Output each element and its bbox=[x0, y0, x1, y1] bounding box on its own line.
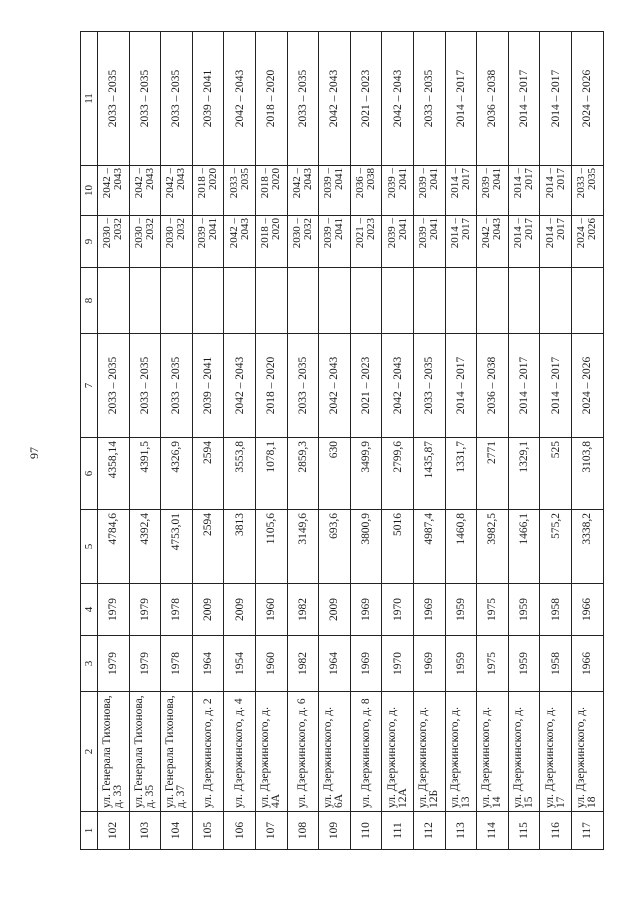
table-cell: 2033 – 2035 bbox=[161, 32, 193, 166]
table-cell bbox=[129, 268, 161, 334]
table-cell: 2799,6 bbox=[382, 438, 414, 510]
table-cell: 2859,3 bbox=[287, 438, 319, 510]
table-cell: ул. Дзержинского, д. 17 bbox=[540, 692, 572, 812]
table-cell: 4392,4 bbox=[129, 510, 161, 584]
table-cell: 1435,87 bbox=[413, 438, 445, 510]
table-cell bbox=[477, 268, 509, 334]
table-cell: 2771 bbox=[477, 438, 509, 510]
table-cell: 1978 bbox=[161, 636, 193, 692]
table-row bbox=[98, 32, 130, 850]
table-cell: ул. Дзержинского, д. 2 bbox=[192, 692, 224, 812]
table-cell: 2042 – 2043 bbox=[319, 32, 351, 166]
table-cell: 1329,1 bbox=[508, 438, 540, 510]
table-cell: 2024 – 2026 bbox=[571, 216, 603, 268]
table-cell: 2014 – 2017 bbox=[508, 216, 540, 268]
table-cell: 2594 bbox=[192, 510, 224, 584]
table-cell: 105 bbox=[192, 812, 224, 850]
table-cell bbox=[382, 268, 414, 334]
table-row bbox=[540, 32, 572, 850]
column-header: 8 bbox=[81, 268, 98, 334]
table-cell: 2033 – 2035 bbox=[129, 334, 161, 438]
table-cell: 104 bbox=[161, 812, 193, 850]
table-cell: 2042 – 2043 bbox=[98, 166, 130, 216]
table-cell: 2014 – 2017 bbox=[445, 32, 477, 166]
table-cell: 1959 bbox=[508, 636, 540, 692]
table-cell bbox=[350, 268, 382, 334]
table-row bbox=[161, 32, 193, 850]
table-cell: 2042 – 2043 bbox=[129, 166, 161, 216]
table-cell bbox=[192, 268, 224, 334]
table-cell: 2036 – 2038 bbox=[477, 32, 509, 166]
table-cell: 109 bbox=[319, 812, 351, 850]
table-cell: 1966 bbox=[571, 636, 603, 692]
table-cell: 106 bbox=[224, 812, 256, 850]
table-cell: 114 bbox=[477, 812, 509, 850]
table-cell: 1954 bbox=[224, 636, 256, 692]
table-cell: 110 bbox=[350, 812, 382, 850]
table-cell: ул. Дзержинского, д. 6 bbox=[287, 692, 319, 812]
table-row bbox=[192, 32, 224, 850]
column-header: 10 bbox=[81, 166, 98, 216]
table-cell: 113 bbox=[445, 812, 477, 850]
table-cell: 2018 – 2020 bbox=[255, 32, 287, 166]
table-cell: 525 bbox=[540, 438, 572, 510]
table-cell: 1969 bbox=[350, 584, 382, 636]
table-cell: ул. Дзержинского, д. 12Б bbox=[413, 692, 445, 812]
table-cell bbox=[413, 268, 445, 334]
column-header: 2 bbox=[81, 692, 98, 812]
table-cell: 1970 bbox=[382, 584, 414, 636]
table-cell: 4358,14 bbox=[98, 438, 130, 510]
table-cell: 2018 – 2020 bbox=[192, 166, 224, 216]
table-cell: 103 bbox=[129, 812, 161, 850]
table-cell bbox=[255, 268, 287, 334]
table-body bbox=[81, 32, 604, 850]
table-cell: 2021 – 2023 bbox=[350, 32, 382, 166]
column-header: 3 bbox=[81, 636, 98, 692]
table-cell: 1975 bbox=[477, 584, 509, 636]
table-cell: 5016 bbox=[382, 510, 414, 584]
table-cell: 1969 bbox=[413, 636, 445, 692]
table-cell: 2014 – 2017 bbox=[508, 166, 540, 216]
table-cell: 2021 – 2023 bbox=[350, 216, 382, 268]
table-cell: 111 bbox=[382, 812, 414, 850]
table-cell: 107 bbox=[255, 812, 287, 850]
table-cell: 2042 – 2043 bbox=[224, 32, 256, 166]
table-cell bbox=[571, 268, 603, 334]
table-cell: 2014 – 2017 bbox=[540, 334, 572, 438]
table-cell: 2033 – 2035 bbox=[129, 32, 161, 166]
table-cell: 2039 – 2041 bbox=[319, 216, 351, 268]
table-cell: ул. Дзержинского, д. 13 bbox=[445, 692, 477, 812]
table-cell: 1979 bbox=[129, 584, 161, 636]
table-cell: 1982 bbox=[287, 636, 319, 692]
table-container bbox=[80, 32, 620, 850]
table-cell: 2030 – 2032 bbox=[98, 216, 130, 268]
table-cell: 117 bbox=[571, 812, 603, 850]
table-cell: 1958 bbox=[540, 584, 572, 636]
table-cell: 1105,6 bbox=[255, 510, 287, 584]
table-cell bbox=[287, 268, 319, 334]
page-number: 97 bbox=[27, 447, 41, 459]
table-cell: 3982,5 bbox=[477, 510, 509, 584]
table-cell: 2042 – 2043 bbox=[224, 334, 256, 438]
table-cell: 1979 bbox=[98, 584, 130, 636]
table-cell: 1460,8 bbox=[445, 510, 477, 584]
column-header: 9 bbox=[81, 216, 98, 268]
table-cell: 2033 – 2035 bbox=[413, 32, 445, 166]
column-header: 11 bbox=[81, 32, 98, 166]
table-cell: 2033 – 2035 bbox=[161, 334, 193, 438]
column-header: 1 bbox=[81, 812, 98, 850]
table-cell: 4391,5 bbox=[129, 438, 161, 510]
table-cell: 1969 bbox=[350, 636, 382, 692]
table-cell: 2039 – 2041 bbox=[382, 216, 414, 268]
table-cell: 2014 – 2017 bbox=[540, 32, 572, 166]
table-cell bbox=[224, 268, 256, 334]
table-cell: ул. Генерала Тихонова, д. 33 bbox=[98, 692, 130, 812]
table-cell: 2039 – 2041 bbox=[192, 216, 224, 268]
table-cell: 112 bbox=[413, 812, 445, 850]
table-cell: 3338,2 bbox=[571, 510, 603, 584]
table-cell: 3813 bbox=[224, 510, 256, 584]
table-cell: 1959 bbox=[508, 584, 540, 636]
table-cell: 2039 – 2041 bbox=[477, 166, 509, 216]
table-row bbox=[350, 32, 382, 850]
table-cell: 1958 bbox=[540, 636, 572, 692]
table-cell: 2042 – 2043 bbox=[161, 166, 193, 216]
table-cell: 2018 – 2020 bbox=[255, 334, 287, 438]
table-cell: 2024 – 2026 bbox=[571, 334, 603, 438]
table-cell: 1331,7 bbox=[445, 438, 477, 510]
table-cell: 2039 – 2041 bbox=[192, 32, 224, 166]
table-cell: 2009 bbox=[319, 584, 351, 636]
table-cell: ул. Генерала Тихонова, д. 37 bbox=[161, 692, 193, 812]
table-cell: 3800,9 bbox=[350, 510, 382, 584]
table-cell: 2039 – 2041 bbox=[319, 166, 351, 216]
table-row bbox=[224, 32, 256, 850]
table-cell: 1970 bbox=[382, 636, 414, 692]
table-cell: 3553,8 bbox=[224, 438, 256, 510]
table-cell: 1959 bbox=[445, 636, 477, 692]
table-cell bbox=[161, 268, 193, 334]
table-cell: 2018 – 2020 bbox=[255, 166, 287, 216]
column-header: 4 bbox=[81, 584, 98, 636]
table-cell: 2042 – 2043 bbox=[477, 216, 509, 268]
table-cell: ул. Дзержинского, д. 18 bbox=[571, 692, 603, 812]
header-row bbox=[81, 32, 98, 850]
table-row bbox=[413, 32, 445, 850]
table-cell: 2030 – 2032 bbox=[129, 216, 161, 268]
table-cell: 4784,6 bbox=[98, 510, 130, 584]
table-cell bbox=[319, 268, 351, 334]
table-row bbox=[255, 32, 287, 850]
table-cell: ул. Генерала Тихонова, д. 35 bbox=[129, 692, 161, 812]
table-cell bbox=[98, 268, 130, 334]
table-cell bbox=[540, 268, 572, 334]
table-cell: 2033 – 2035 bbox=[224, 166, 256, 216]
table-cell: ул. Дзержинского, д. 8 bbox=[350, 692, 382, 812]
table-cell: 1978 bbox=[161, 584, 193, 636]
column-header: 5 bbox=[81, 510, 98, 584]
table-cell: 1964 bbox=[319, 636, 351, 692]
table-cell: 2014 – 2017 bbox=[445, 166, 477, 216]
table-cell: 2030 – 2032 bbox=[287, 216, 319, 268]
table-row bbox=[571, 32, 603, 850]
table-cell: 693,6 bbox=[319, 510, 351, 584]
table-cell: ул. Дзержинского, д. 14 bbox=[477, 692, 509, 812]
table-cell bbox=[445, 268, 477, 334]
table-cell: 2033 – 2035 bbox=[287, 334, 319, 438]
table-cell: 108 bbox=[287, 812, 319, 850]
table-cell: 1982 bbox=[287, 584, 319, 636]
table-row bbox=[508, 32, 540, 850]
table-cell bbox=[508, 268, 540, 334]
table-cell: 2009 bbox=[192, 584, 224, 636]
table-cell: 2039 – 2041 bbox=[192, 334, 224, 438]
table-cell: 4326,9 bbox=[161, 438, 193, 510]
table-cell: 2039 – 2041 bbox=[413, 216, 445, 268]
table-cell: 1466,1 bbox=[508, 510, 540, 584]
table-cell: 2042 – 2043 bbox=[224, 216, 256, 268]
table-cell: 2033 – 2035 bbox=[413, 334, 445, 438]
table-cell: 102 bbox=[98, 812, 130, 850]
table-cell: 2014 – 2017 bbox=[445, 334, 477, 438]
table-cell: 1960 bbox=[255, 584, 287, 636]
table-cell: 1979 bbox=[98, 636, 130, 692]
table-row bbox=[477, 32, 509, 850]
table-cell: 2024 – 2026 bbox=[571, 32, 603, 166]
table-cell: 115 bbox=[508, 812, 540, 850]
table-cell: 1975 bbox=[477, 636, 509, 692]
table-cell: 2014 – 2017 bbox=[508, 334, 540, 438]
table-row bbox=[445, 32, 477, 850]
table-cell: 2042 – 2043 bbox=[382, 334, 414, 438]
table-cell: 2018 – 2020 bbox=[255, 216, 287, 268]
table-cell: 2033 – 2035 bbox=[287, 32, 319, 166]
table-cell: ул. Дзержинского, д. 4А bbox=[255, 692, 287, 812]
table-cell: 3103,8 bbox=[571, 438, 603, 510]
table-cell: 2036 – 2038 bbox=[350, 166, 382, 216]
table-cell: 2042 – 2043 bbox=[319, 334, 351, 438]
table-cell: 4753,01 bbox=[161, 510, 193, 584]
table-cell: 2042 – 2043 bbox=[287, 166, 319, 216]
table-row bbox=[287, 32, 319, 850]
housing-repair-table bbox=[80, 31, 604, 850]
column-header: 7 bbox=[81, 334, 98, 438]
table-cell: ул. Дзержинского, д. 12А bbox=[382, 692, 414, 812]
table-cell: 2033 – 2035 bbox=[98, 334, 130, 438]
table-cell: 1078,1 bbox=[255, 438, 287, 510]
table-cell: ул. Дзержинского, д. 15 bbox=[508, 692, 540, 812]
table-cell: 2021 – 2023 bbox=[350, 334, 382, 438]
table-cell: 1964 bbox=[192, 636, 224, 692]
table-cell: 2014 – 2017 bbox=[445, 216, 477, 268]
table-cell: 2030 – 2032 bbox=[161, 216, 193, 268]
table-cell: 575,2 bbox=[540, 510, 572, 584]
table-cell: ул. Дзержинского, д. 6А bbox=[319, 692, 351, 812]
table-cell: 4987,4 bbox=[413, 510, 445, 584]
table-cell: 1966 bbox=[571, 584, 603, 636]
table-row bbox=[129, 32, 161, 850]
table-cell: 2014 – 2017 bbox=[540, 216, 572, 268]
table-row bbox=[382, 32, 414, 850]
table-cell: 2039 – 2041 bbox=[382, 166, 414, 216]
table-cell: 1969 bbox=[413, 584, 445, 636]
column-header: 6 bbox=[81, 438, 98, 510]
table-cell: 2014 – 2017 bbox=[540, 166, 572, 216]
table-cell: 2033 – 2035 bbox=[571, 166, 603, 216]
table-cell: 2039 – 2041 bbox=[413, 166, 445, 216]
table-cell: 630 bbox=[319, 438, 351, 510]
table-cell: 1979 bbox=[129, 636, 161, 692]
table-cell: 2042 – 2043 bbox=[382, 32, 414, 166]
table-cell: 2036 – 2038 bbox=[477, 334, 509, 438]
table-cell: 1960 bbox=[255, 636, 287, 692]
table-cell: 2033 – 2035 bbox=[98, 32, 130, 166]
table-cell: ул. Дзержинского, д. 4 bbox=[224, 692, 256, 812]
table-cell: 2009 bbox=[224, 584, 256, 636]
table-cell: 3499,9 bbox=[350, 438, 382, 510]
table-cell: 2014 – 2017 bbox=[508, 32, 540, 166]
table-cell: 1959 bbox=[445, 584, 477, 636]
table-row bbox=[319, 32, 351, 850]
table-cell: 3149,6 bbox=[287, 510, 319, 584]
table-cell: 116 bbox=[540, 812, 572, 850]
table-cell: 2594 bbox=[192, 438, 224, 510]
